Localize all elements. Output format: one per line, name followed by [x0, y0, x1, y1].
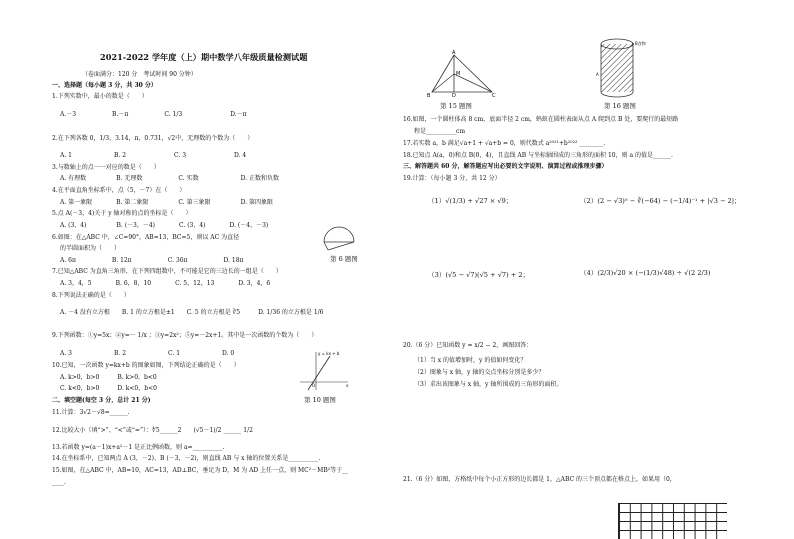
q1-options: A.－3 B.－π C. 1/3 D.－π [60, 111, 247, 118]
svg-text:C: C [492, 93, 496, 98]
q18-line: 18.已知点 A(a，0)和点 B(0，4)，且直线 AB 与坐标轴围成的三角形的面积 10，则 a 的值是______. [403, 152, 673, 159]
q11-line: 11.计算：3√2－√8=______. [52, 409, 130, 416]
q4-line: 4.在平面直角坐标系中，点（5，－7）在（ ） [52, 187, 186, 194]
svg-text:O: O [312, 383, 316, 388]
svg-text:A: A [452, 50, 456, 56]
q8-options: A. －4 没有立方根 B. 1 的立方根是±1 C. 5 的立方根是 ∛5 D. 1/36 的立方根是 1/6 [60, 309, 324, 316]
q16-line-2: 程是__________cm [414, 128, 466, 135]
q6-options: A. 6π B. 12π C. 36π D. 18π [60, 257, 244, 264]
q10-options-cd: C. k<0，b>0 D. k<0，b<0 [60, 385, 157, 392]
q19-problem-2: （2）(2 − √3)⁰ − ∛(−64) − (−1/4)⁻¹ + |√3 − 2|； [580, 197, 741, 205]
q12-line: 12.比较大小（填“>”、“<”或“=”）：∜5______2 (√5－1)/2 ______ 1/2 [52, 427, 253, 434]
q20-line: 20.（6 分）已知函数 y = x/2 − 2，画图回答： [403, 342, 533, 349]
section-2-heading: 二、填空题(每空 3 分，总计 21 分) [52, 397, 151, 404]
q21-line: 21.（6 分）如图，方格纸中每个小正方形的边长都是 1，△ABC 的三个顶点都在格点上，如果用（0， [403, 476, 676, 483]
q6-line: 6.如图：在△ABC 中，∠C=90°，AB=13，BC=5，则以 AC 为直径 [52, 234, 240, 241]
q10-line: 10.已知，一次函数 y=kx+b 的图象如图，下列结论正确的是（ ） [52, 362, 240, 369]
q14-line: 14.在坐标系中，已知两点 A (3，－2)、B (－3，－2)，则直线 AB 与 x 轴的位置关系是__________. [52, 455, 321, 462]
q4-options: A. 第一象限 B. 第二象限 C. 第三象限 D. 第四象限 [60, 199, 273, 206]
exam-title: 2021-2022 学年度（上）期中数学八年级质量检测试题 [100, 52, 308, 62]
q6-line-2: 的半圆面积为（ ） [60, 245, 121, 252]
figure-10-line-graph [296, 350, 352, 392]
q10-options-ab: A. k>0，b>0 B. k>0，b<0 [60, 374, 157, 381]
q5-options: A. (3，4) B. (－3，－4) C. (3，4) D. (－4，－3) [60, 222, 269, 229]
q19-problem-3: （3）(√5 − √7)(√5 + √7) + 2； [428, 271, 530, 279]
q8-line: 8.下列说法正确的是（ ） [52, 292, 130, 299]
q15-line-2: ____. [52, 479, 66, 486]
q13-line: 13.若函数 y=(a－1)x+a²－1 是正比例函数，则 a=__________. [52, 444, 225, 451]
figure-10-caption: 第 10 题图 [304, 396, 336, 404]
q20-part-2: （2）图象与 x 轴，y 轴的交点坐标分别是多少？ [414, 369, 545, 376]
q16-line: 16.如图，一个圆柱体高 8 cm，底面半径 2 cm，蚂蚁在圆柱表面从点 A 爬到点 B 处，要爬行的最短路 [403, 116, 679, 123]
figure-6-caption: 第 6 题图 [330, 255, 358, 263]
q20-part-1: （1）当 x 的值增加时，y 的值如何变化？ [414, 357, 527, 364]
figure-6-semicircle [318, 222, 360, 252]
q20-part-3: （3）求出该图象与 x 轴，y 轴所围成的三角形的面积。 [414, 381, 563, 388]
q9-line: 9.下列函数：①y=5x；②y=－ 1/x ；③y=2x²；⑤y=－2x+1。其中是一次函数的个数为（ ） [52, 332, 318, 339]
figure-16-cylinder [595, 36, 647, 100]
q21-grid-paper [618, 503, 727, 539]
q15-line: 15.如图，在△ABC 中，AB=10，AC=13，AD⊥BC，垂足为 D，M 为 AD 上任一点，则 MC²－MB²等于__ [52, 467, 349, 474]
q19-line: 19.计算：（每小题 3 分，共 12 分） [403, 175, 501, 182]
q17-line: 17.若实数 a，b 满足√a+1 + √a+b = 0，则代数式 a²⁰²¹+b²⁰²² ________. [403, 140, 606, 147]
svg-text:M: M [456, 71, 461, 77]
q19-problem-1: （1）√(1/3) + √27 × √9； [428, 197, 513, 205]
q7-line: 7.已知△ABC 为直角三角形，在下列四组数中，不可能是它的三边长的一组是（ ） [52, 268, 282, 275]
figure-15-triangle [426, 50, 498, 98]
figure-10-label: y = kx + b [318, 351, 340, 356]
figure-16-caption: 第 16 题图 [604, 102, 636, 110]
section-3-heading: 三、解答题共 60 分，解答题应写出必要的文字说明、演算过程或推理步骤） [403, 163, 608, 170]
q3-line: 3.与数轴上的点一一对应的数是（ ） [52, 164, 160, 171]
figure-15-caption: 第 15 题图 [440, 102, 472, 110]
q2-options: A. 1 B. 2 C. 3 D. 4 [60, 152, 247, 159]
svg-text:B: B [427, 93, 431, 98]
q3-options: A. 有理数 B. 无理数 C. 实数 D. 正数和负数 [60, 175, 279, 182]
figure-16-label: B食物 [635, 41, 646, 46]
q2-line: 2.在下列各数 0，1/3，3.14，π，0.731，√2中，无理数的个数为（ ） [52, 135, 254, 142]
q5-line: 5.点 A(－3，4)关于 y 轴对称的点的坐标是（ ） [52, 210, 192, 217]
svg-text:x: x [346, 383, 349, 388]
section-1-heading: 一、选择题（每小题 3 分，共 30 分） [52, 82, 157, 89]
exam-subtitle: （卷面满分：120 分 考试时间 90 分钟） [82, 71, 197, 78]
q9-options: A. 3 B. 2 C. 1 D. 0 [60, 350, 235, 357]
q7-options: A. 3，4，5 B. 6，8，10 C. 5，12，13 D. 3，4，6 [60, 280, 271, 287]
svg-text:D: D [452, 93, 456, 98]
svg-text:A: A [596, 72, 599, 77]
q1-line: 1.下列实数中，最小的数是（ ） [52, 93, 148, 100]
q19-problem-4: （4）(2/3)√20 × (−(1/3)√48) ÷ √(2 2/3) [580, 269, 711, 277]
